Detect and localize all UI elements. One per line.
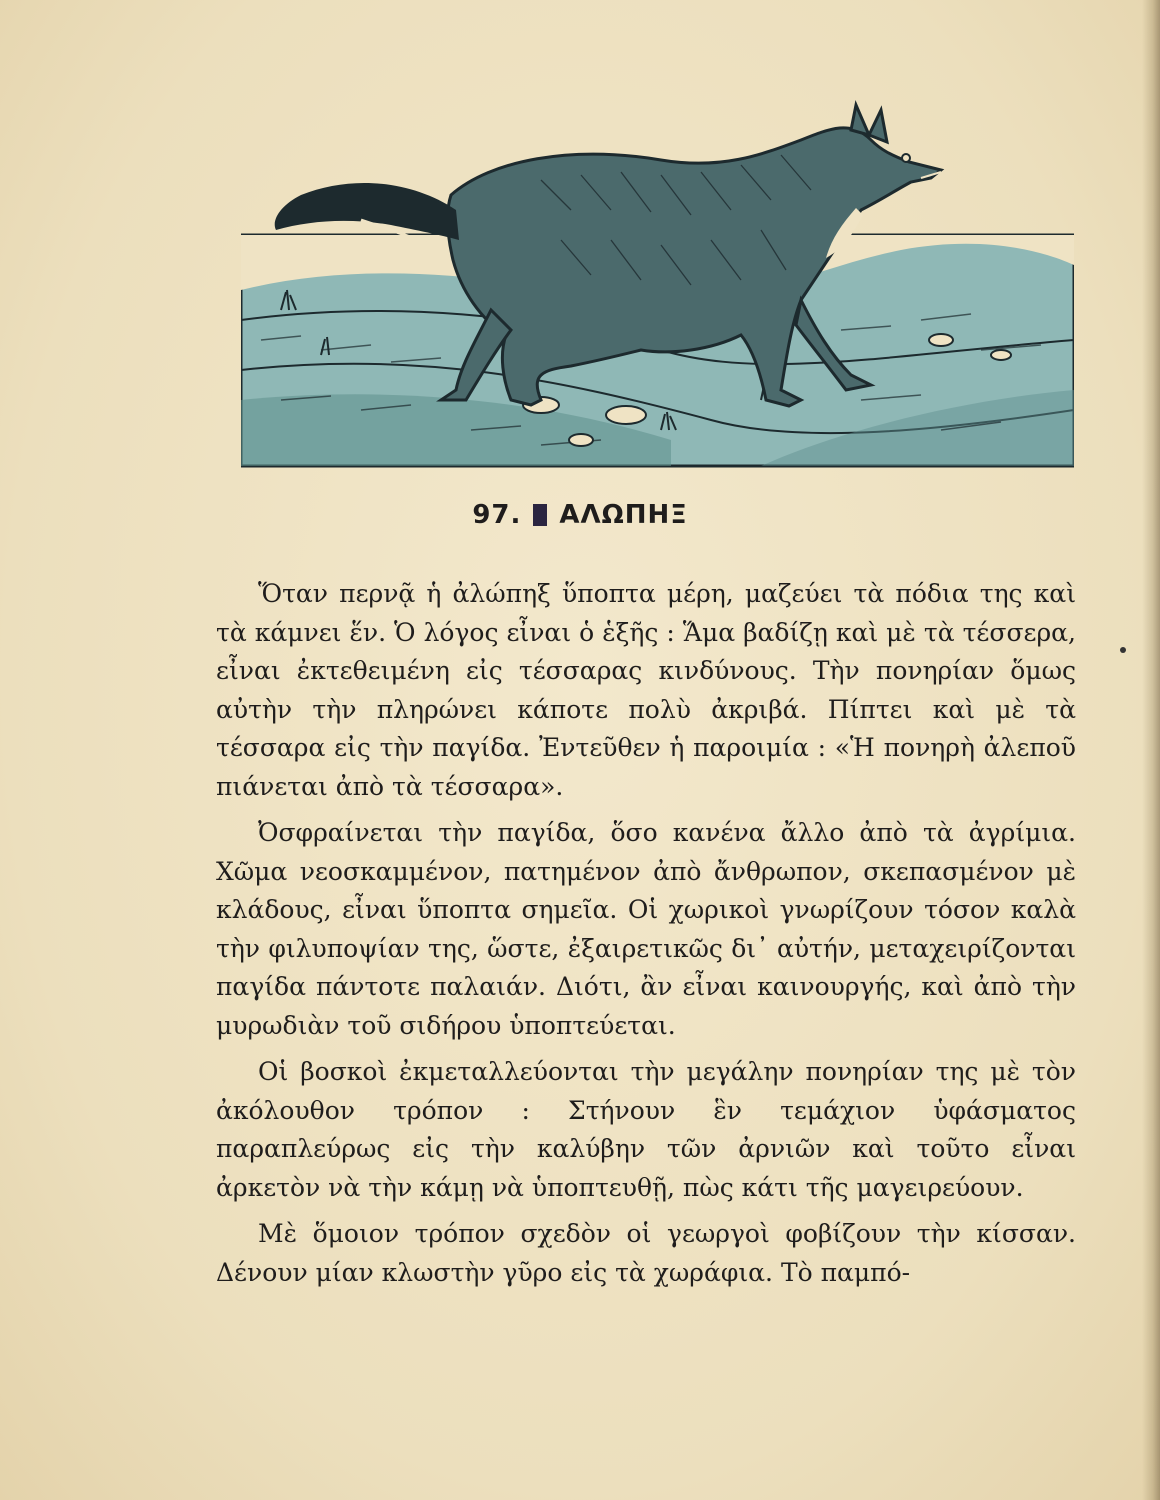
ink-spot [1120, 647, 1126, 653]
chapter-title: ΑΛΩΠΗΞ [559, 500, 688, 530]
fox-illustration [241, 100, 1074, 468]
paragraph: Ὀσφραίνεται τὴν παγίδα, ὅσο κανένα ἄλλο ἀπὸ τὰ ἀγρίμια. Χῶμα νεοσκαμμένον, πατημένον ἀπὸ ἄνθρωπον, σκεπασμένον μὲ κλάδους, εἶναι ὕποπτα σημεῖα. Οἱ χωρικοὶ γνωρίζουν τόσον καλὰ τὴν φιλυποψίαν της, ὥστε, ἐξαιρετικῶς δι᾿ αὐτήν, μεταχειρίζονται παγίδα πάντοτε παλαιάν. Διότι, ἂν εἶναι καινουργής, καὶ ἀπὸ τὴν μυρωδιὰν τοῦ σιδήρου ὑποπτεύεται. [216, 818, 1076, 1040]
heading-ornament [533, 504, 547, 526]
paragraph: Μὲ ὅμοιον τρόπον σχεδὸν οἱ γεωργοὶ φοβίζουν τὴν κίσσαν. Δένουν μίαν κλωστὴν γῦρο εἰς τὰ χωράφια. Τὸ παμπό- [216, 1219, 1076, 1287]
chapter-number: 97. [472, 500, 522, 530]
page-edge-shadow [1142, 0, 1160, 1500]
paragraph: Ὅταν περνᾷ ἡ ἀλώπηξ ὕποπτα μέρη, μαζεύει τὰ πόδια της καὶ τὰ κάμνει ἕν. Ὁ λόγος εἶναι ὁ ἑξῆς : Ἅμα βαδίζῃ καὶ μὲ τὰ τέσσερα, εἶναι ἐκτεθειμένη εἰς τέσσαρας κινδύνους. Τὴν πονηρίαν ὅμως αὐτὴν τὴν πληρώνει κάποτε πολὺ ἀκριβά. Πίπτει καὶ μὲ τὰ τέσσαρα εἰς τὴν παγίδα. Ἐντεῦθεν ἡ παροιμία : «Ἡ πονηρὴ ἀλεποῦ πιάνεται ἀπὸ τὰ τέσσαρα». [216, 579, 1076, 801]
body-text [216, 575, 1076, 1300]
chapter-heading [0, 500, 1160, 530]
paragraph: Οἱ βοσκοὶ ἐκμεταλλεύονται τὴν μεγάλην πονηρίαν της μὲ τὸν ἀκόλουθον τρόπον : Στήνουν ἓν τεμάχιον ὑφάσματος παραπλεύρως εἰς τὴν καλύβην τῶν ἀρνιῶν καὶ τοῦτο εἶναι ἀρκετὸν νὰ τὴν κάμῃ νὰ ὑποπτευθῇ, πὼς κάτι τῆς μαγειρεύουν. [216, 1057, 1076, 1202]
